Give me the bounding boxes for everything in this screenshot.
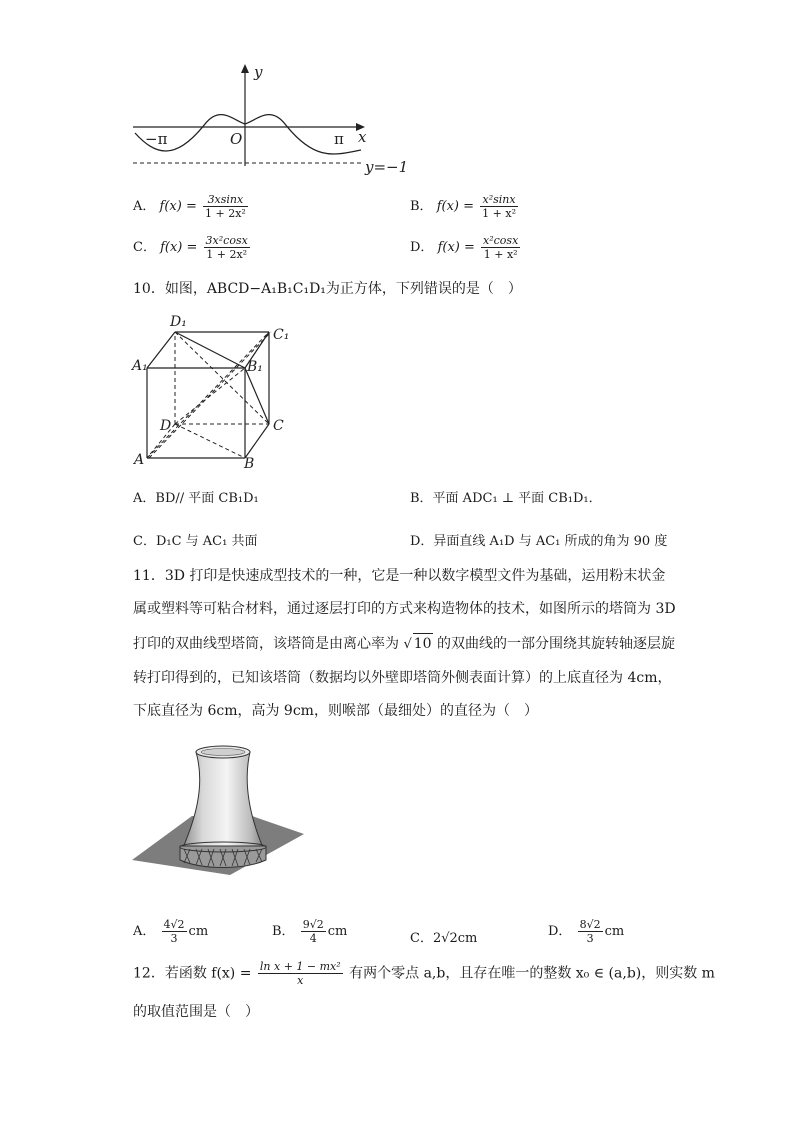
pi-label: π	[334, 130, 344, 148]
vertex-label-c: C	[273, 418, 284, 434]
sqrt-radicand: 10	[413, 633, 433, 654]
option-letter: D．	[548, 924, 572, 939]
q9-option-c[interactable]	[133, 234, 252, 261]
function-graph	[125, 60, 415, 185]
origin-label: O	[230, 130, 243, 148]
q9-option-d[interactable]	[410, 234, 522, 261]
q11-option-b[interactable]	[272, 918, 347, 945]
asymptote-label: y=−1	[365, 158, 409, 176]
q11-line-2: 属或塑料等可粘合材料，通过逐层打印的方式来构造物体的技术，如图所示的塔筒为 3D	[133, 601, 676, 617]
function-name: f(x) =	[437, 240, 475, 255]
option-letter: A．	[133, 924, 156, 939]
option-letter: B．	[272, 924, 295, 939]
cube-diagram	[130, 312, 295, 472]
q12-suffix: 有两个零点 a,b，且存在唯一的整数 x₀ ∈ (a,b)，则实数 m	[349, 965, 715, 982]
sqrt-sign: √	[403, 637, 412, 652]
q11-line-1: 11．3D 打印是快速成型技术的一种，它是一种以数字模型文件为基础，运用粉末状金	[133, 568, 666, 584]
fraction: $\frac{3xsinx}{\text{1 + 2x²}}$	[204, 193, 246, 220]
function-name: f(x) =	[160, 240, 198, 255]
fraction: $\frac{\text{x²sinx}}{\text{1 + x²}}$	[482, 193, 516, 220]
q11-option-c[interactable]: C．2√2cm	[410, 931, 478, 946]
option-letter: A．	[133, 199, 156, 214]
fraction: $\frac{9√2}{4}$	[302, 918, 324, 945]
fraction: $\frac{\text{ln x + 1 − mx²}}{x}$	[259, 960, 341, 987]
q12-prefix: 12．若函数 f(x) =	[133, 965, 252, 982]
option-letter: D．	[410, 240, 434, 255]
q10-option-d[interactable]: D．异面直线 A₁D 与 AC₁ 所成的角为 90 度	[410, 534, 668, 549]
vertex-label-d: D	[160, 418, 172, 434]
q10-option-c[interactable]: C．D₁C 与 AC₁ 共面	[133, 534, 258, 549]
q11-option-a[interactable]	[133, 918, 208, 945]
q12-line-1	[133, 960, 715, 987]
q11-line-4: 转打印得到的，已知该塔筒（数据均以外壁即塔筒外侧表面计算）的上底直径为 4cm，	[133, 670, 672, 686]
x-axis-label: x	[358, 128, 367, 146]
q11-line-3-end: 的双曲线的一部分围绕其旋转轴逐层旋	[437, 636, 676, 652]
unit: cm	[188, 924, 209, 939]
q11-line-3-start: 打印的双曲线型塔筒，该塔筒是由离心率为	[133, 636, 399, 652]
function-name: f(x) =	[159, 199, 197, 214]
fraction: $\frac{\text{3x²cosx}}{\text{1 + 2x²}}$	[205, 234, 248, 261]
vertex-label-a: A	[134, 452, 145, 468]
option-letter: B．	[410, 199, 433, 214]
q11-line-5: 下底直径为 6cm，高为 9cm，则喉部（最细处）的直径为（ ）	[133, 703, 538, 719]
q9-option-b[interactable]	[410, 193, 520, 220]
vertex-label-b: B	[244, 456, 255, 472]
vertex-label-b1: B₁	[247, 359, 263, 375]
unit: cm	[604, 924, 625, 939]
function-name: f(x) =	[436, 199, 475, 214]
vertex-label-a1: A₁	[132, 358, 148, 374]
vertex-label-c1: C₁	[273, 327, 290, 343]
vertex-label-d1: D₁	[170, 314, 187, 330]
option-letter: C．	[133, 240, 156, 255]
fraction: $\frac{4√2}{3}$	[163, 918, 185, 945]
neg-pi-label: −π	[145, 130, 168, 148]
hyperbolic-tower-image	[132, 742, 312, 880]
q11-line-3	[133, 633, 675, 655]
fraction: $\frac{8√2}{3}$	[579, 918, 601, 945]
unit: cm	[327, 924, 348, 939]
q10-option-a[interactable]: A．BD// 平面 CB₁D₁	[133, 491, 259, 506]
q10-stem: 10．如图，ABCD−A₁B₁C₁D₁为正方体，下列错误的是（ ）	[133, 281, 522, 297]
q12-line-2: 的取值范围是（ ）	[133, 1004, 259, 1020]
y-axis-label: y	[254, 63, 263, 81]
q11-option-d[interactable]	[548, 918, 624, 945]
q10-option-b[interactable]: B．平面 ADC₁ ⊥ 平面 CB₁D₁．	[410, 491, 602, 506]
fraction: $\frac{\text{x²cosx}}{\text{1 + x²}}$	[483, 234, 519, 261]
q9-option-a[interactable]	[133, 193, 250, 220]
